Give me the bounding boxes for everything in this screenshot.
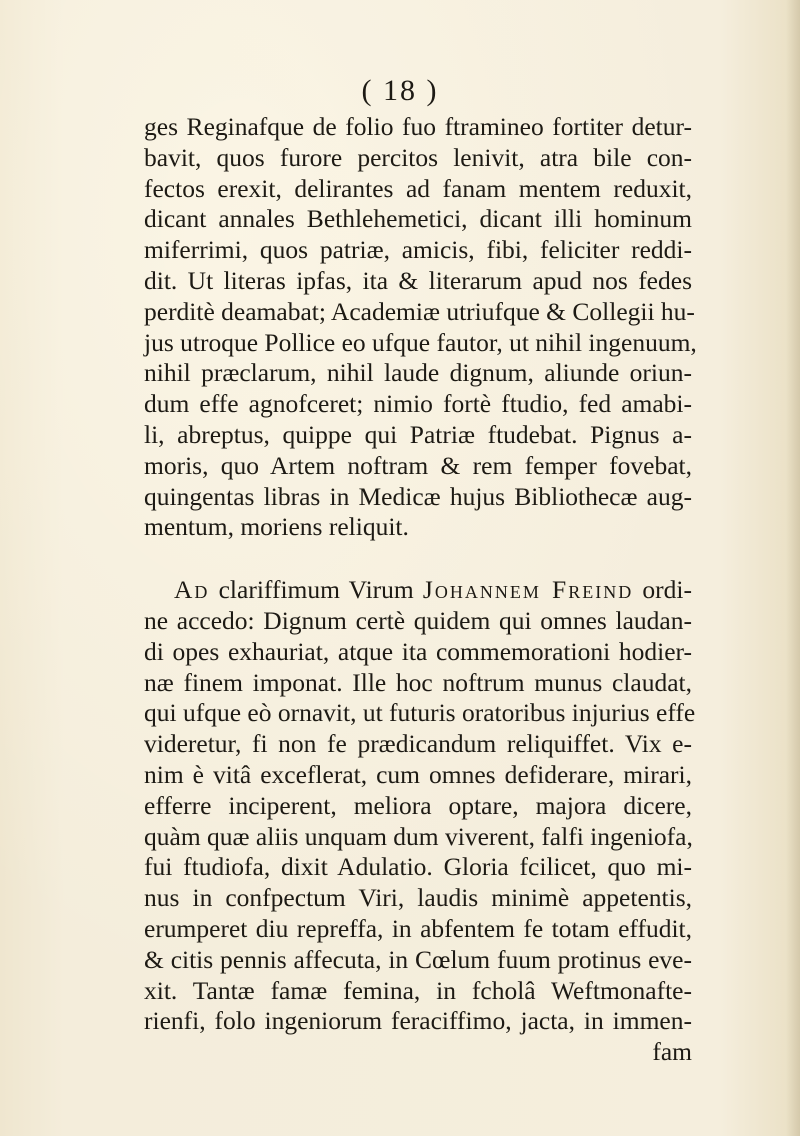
paragraph-2-first-text-b: ordi- bbox=[633, 575, 692, 605]
text-line: dit. Ut literas ipfas, ita & literarum apud nos fedes bbox=[144, 265, 692, 295]
text-line: nus in confpectum Viri, laudis minimè appetentis, bbox=[144, 883, 692, 913]
text-line: næ finem imponat. Ille hoc noftrum munus claudat, bbox=[144, 667, 692, 697]
text-line: di opes exhauriat, atque ita commemorationi hodier- bbox=[144, 636, 692, 666]
text-line: & citis pennis affecuta, in Cœlum fuum protinus eve- bbox=[144, 944, 692, 974]
page-number: ( 18 ) bbox=[361, 74, 439, 107]
text-line: dum effe agnofceret; nimio fortè ftudio, fed amabi- bbox=[144, 389, 692, 419]
paragraph-1 bbox=[144, 112, 697, 543]
body-text bbox=[144, 112, 697, 1068]
text-line: xit. Tantæ famæ femina, in fcholâ Weftmonafte- bbox=[144, 975, 692, 1005]
text-line: rienfi, folo ingeniorum feraciffimo, jacta, in immen- bbox=[144, 1006, 692, 1036]
text-line: mentum, moriens reliquit. bbox=[144, 512, 409, 542]
text-line: nihil præclarum, nihil laude dignum, aliunde oriun- bbox=[144, 358, 692, 388]
text-line: bavit, quos furore percitos lenivit, atra bile con- bbox=[144, 142, 692, 172]
text-line: dicant annales Bethlehemetici, dicant illi hominum bbox=[144, 204, 692, 234]
text-line: erumperet diu repreffa, in abfentem fe totam effudit, bbox=[144, 913, 692, 943]
catchword: fam bbox=[652, 1037, 692, 1067]
paragraph-2-first-text-a: clariffimum Virum bbox=[209, 575, 423, 605]
text-line: miferrimi, quos patriæ, amicis, fibi, feliciter reddi- bbox=[144, 235, 692, 265]
text-line: quàm quæ aliis unquam dum viverent, falfi ingeniofa, bbox=[144, 821, 693, 851]
text-line: quingentas libras in Medicæ hujus Bibliothecæ aug- bbox=[144, 481, 692, 511]
text-line: fectos erexit, delirantes ad fanam mentem reduxit, bbox=[144, 173, 692, 203]
text-line: nim è vitâ exceflerat, cum omnes defiderare, mirari, bbox=[144, 759, 692, 789]
text-line: fui ftudiofa, dixit Adulatio. Gloria fcilicet, quo mi- bbox=[144, 852, 692, 882]
paragraph-gap bbox=[144, 543, 692, 575]
text-line: efferre inciperent, meliora optare, majora dicere, bbox=[144, 790, 692, 820]
paragraph-2-lead: Ad bbox=[174, 575, 210, 605]
text-line: jus utroque Pollice eo ufque fautor, ut nihil ingenuum, bbox=[144, 327, 697, 357]
text-line: li, abreptus, quippe qui Patriæ ftudebat. Pignus a- bbox=[144, 419, 692, 449]
text-line: ne accedo: Dignum certè quidem qui omnes laudan- bbox=[144, 605, 692, 635]
text-line: ges Reginafque de folio fuo ftramineo fortiter detur- bbox=[144, 112, 692, 141]
text-line: perditè deamabat; Academiæ utriufque & Collegii hu- bbox=[144, 296, 695, 326]
text-line: videretur, fi non fe prædicandum reliquiffet. Vix e- bbox=[144, 729, 692, 759]
person-name: Johannem Freind bbox=[422, 575, 634, 605]
paragraph-2 bbox=[144, 575, 696, 1037]
page-edge-shadow bbox=[786, 0, 800, 1136]
text-line: qui ufque eò ornavit, ut futuris oratoribus injurius effe bbox=[144, 698, 696, 728]
paragraph-2-body bbox=[144, 605, 696, 1037]
paragraph-2-first-line bbox=[144, 575, 692, 606]
text-line: moris, quo Artem noftram & rem femper fovebat, bbox=[144, 450, 692, 480]
